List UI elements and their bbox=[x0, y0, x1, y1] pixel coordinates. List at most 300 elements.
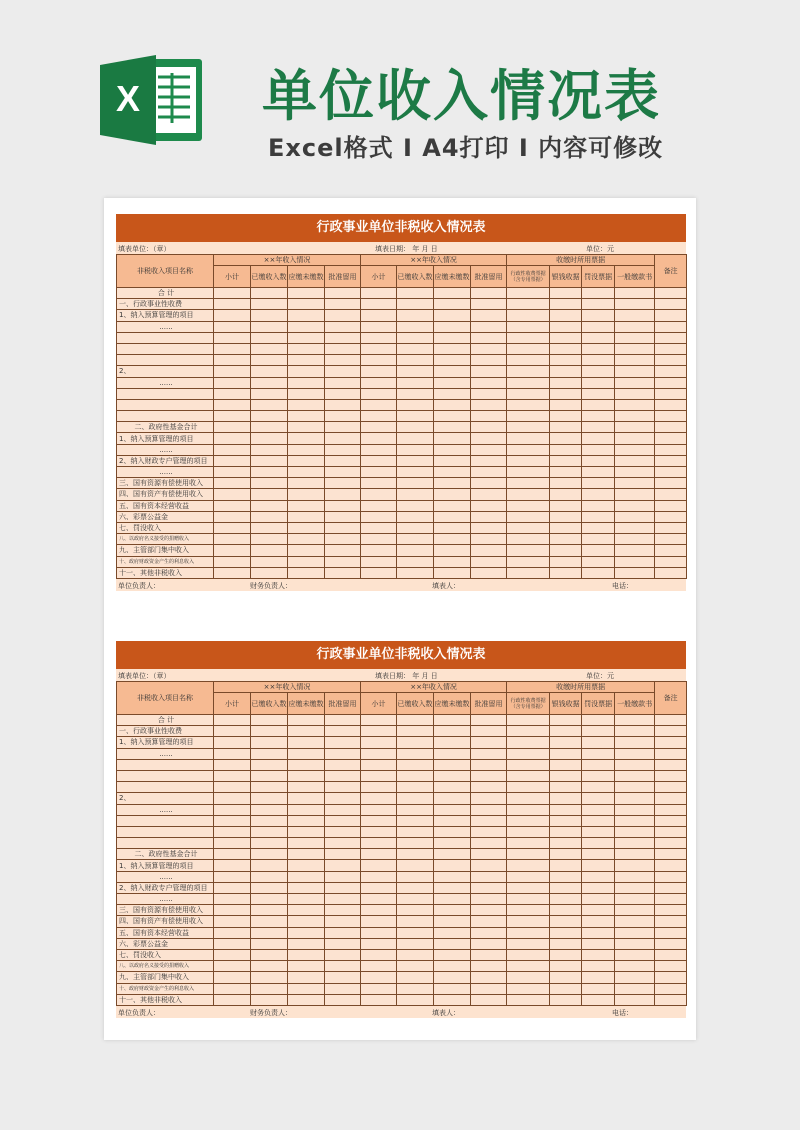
table-cell[interactable] bbox=[251, 972, 288, 983]
table-cell[interactable] bbox=[655, 770, 687, 781]
table-cell[interactable] bbox=[361, 927, 397, 938]
table-cell[interactable] bbox=[434, 882, 471, 893]
table-cell[interactable] bbox=[550, 804, 582, 815]
table-cell[interactable] bbox=[615, 467, 655, 478]
table-cell[interactable] bbox=[471, 804, 507, 815]
table-cell[interactable] bbox=[582, 534, 615, 545]
table-cell[interactable] bbox=[471, 815, 507, 826]
table-cell[interactable] bbox=[507, 938, 550, 949]
table-cell[interactable] bbox=[325, 500, 361, 511]
table-cell[interactable] bbox=[251, 927, 288, 938]
table-cell[interactable] bbox=[507, 782, 550, 793]
table-cell[interactable] bbox=[361, 467, 397, 478]
table-cell[interactable] bbox=[507, 972, 550, 983]
table-cell[interactable] bbox=[397, 782, 434, 793]
table-cell[interactable] bbox=[251, 882, 288, 893]
table-cell[interactable] bbox=[325, 905, 361, 916]
table-cell[interactable] bbox=[507, 838, 550, 849]
table-cell[interactable] bbox=[288, 522, 325, 533]
table-cell[interactable] bbox=[397, 916, 434, 927]
table-cell[interactable] bbox=[397, 838, 434, 849]
table-cell[interactable] bbox=[471, 455, 507, 466]
table-cell[interactable] bbox=[325, 388, 361, 399]
table-cell[interactable] bbox=[214, 500, 251, 511]
table-cell[interactable] bbox=[434, 321, 471, 332]
table-cell[interactable] bbox=[471, 826, 507, 837]
table-cell[interactable] bbox=[615, 815, 655, 826]
table-cell[interactable] bbox=[471, 737, 507, 748]
table-cell[interactable] bbox=[507, 444, 550, 455]
table-cell[interactable] bbox=[434, 748, 471, 759]
table-cell[interactable] bbox=[434, 759, 471, 770]
table-cell[interactable] bbox=[434, 927, 471, 938]
table-cell[interactable] bbox=[251, 500, 288, 511]
table-cell[interactable] bbox=[325, 994, 361, 1005]
table-cell[interactable] bbox=[325, 467, 361, 478]
table-cell[interactable] bbox=[288, 949, 325, 960]
table-cell[interactable] bbox=[397, 826, 434, 837]
table-cell[interactable] bbox=[507, 994, 550, 1005]
table-cell[interactable] bbox=[288, 849, 325, 860]
table-cell[interactable] bbox=[507, 332, 550, 343]
table-cell[interactable] bbox=[288, 433, 325, 444]
table-cell[interactable] bbox=[251, 534, 288, 545]
table-cell[interactable] bbox=[434, 511, 471, 522]
table-cell[interactable] bbox=[361, 882, 397, 893]
table-cell[interactable] bbox=[397, 905, 434, 916]
table-cell[interactable] bbox=[471, 905, 507, 916]
table-cell[interactable] bbox=[655, 871, 687, 882]
table-cell[interactable] bbox=[434, 737, 471, 748]
table-cell[interactable] bbox=[397, 500, 434, 511]
table-cell[interactable] bbox=[582, 938, 615, 949]
table-cell[interactable] bbox=[361, 894, 397, 905]
table-cell[interactable] bbox=[582, 399, 615, 410]
table-cell[interactable] bbox=[361, 522, 397, 533]
table-cell[interactable] bbox=[655, 489, 687, 500]
table-cell[interactable] bbox=[550, 500, 582, 511]
table-cell[interactable] bbox=[361, 972, 397, 983]
table-cell[interactable] bbox=[325, 366, 361, 377]
table-cell[interactable] bbox=[361, 804, 397, 815]
table-cell[interactable] bbox=[214, 715, 251, 726]
table-cell[interactable] bbox=[655, 916, 687, 927]
table-cell[interactable] bbox=[582, 838, 615, 849]
table-cell[interactable] bbox=[471, 949, 507, 960]
table-cell[interactable] bbox=[582, 310, 615, 321]
table-cell[interactable] bbox=[251, 994, 288, 1005]
table-cell[interactable] bbox=[582, 726, 615, 737]
table-cell[interactable] bbox=[655, 938, 687, 949]
table-cell[interactable] bbox=[397, 849, 434, 860]
table-cell[interactable] bbox=[325, 826, 361, 837]
table-cell[interactable] bbox=[361, 511, 397, 522]
table-cell[interactable] bbox=[615, 894, 655, 905]
table-cell[interactable] bbox=[471, 288, 507, 299]
table-cell[interactable] bbox=[214, 961, 251, 972]
table-cell[interactable] bbox=[251, 737, 288, 748]
table-cell[interactable] bbox=[550, 366, 582, 377]
table-cell[interactable] bbox=[550, 288, 582, 299]
table-cell[interactable] bbox=[214, 748, 251, 759]
table-cell[interactable] bbox=[582, 782, 615, 793]
table-cell[interactable] bbox=[361, 478, 397, 489]
table-cell[interactable] bbox=[471, 489, 507, 500]
table-cell[interactable] bbox=[397, 444, 434, 455]
table-cell[interactable] bbox=[361, 433, 397, 444]
table-cell[interactable] bbox=[507, 321, 550, 332]
table-cell[interactable] bbox=[582, 972, 615, 983]
table-cell[interactable] bbox=[434, 545, 471, 556]
table-cell[interactable] bbox=[325, 522, 361, 533]
table-cell[interactable] bbox=[582, 871, 615, 882]
table-cell[interactable] bbox=[507, 770, 550, 781]
table-cell[interactable] bbox=[361, 377, 397, 388]
table-cell[interactable] bbox=[582, 288, 615, 299]
table-cell[interactable] bbox=[325, 534, 361, 545]
table-cell[interactable] bbox=[325, 567, 361, 578]
table-cell[interactable] bbox=[397, 748, 434, 759]
table-cell[interactable] bbox=[615, 377, 655, 388]
table-cell[interactable] bbox=[288, 759, 325, 770]
table-cell[interactable] bbox=[397, 522, 434, 533]
table-cell[interactable] bbox=[361, 994, 397, 1005]
table-cell[interactable] bbox=[251, 770, 288, 781]
table-cell[interactable] bbox=[251, 961, 288, 972]
table-cell[interactable] bbox=[361, 726, 397, 737]
table-cell[interactable] bbox=[615, 949, 655, 960]
table-cell[interactable] bbox=[615, 882, 655, 893]
table-cell[interactable] bbox=[550, 972, 582, 983]
table-cell[interactable] bbox=[251, 321, 288, 332]
table-cell[interactable] bbox=[655, 804, 687, 815]
table-cell[interactable] bbox=[325, 782, 361, 793]
table-cell[interactable] bbox=[615, 545, 655, 556]
table-cell[interactable] bbox=[214, 355, 251, 366]
table-cell[interactable] bbox=[251, 511, 288, 522]
table-cell[interactable] bbox=[251, 849, 288, 860]
table-cell[interactable] bbox=[471, 355, 507, 366]
table-cell[interactable] bbox=[251, 478, 288, 489]
table-cell[interactable] bbox=[507, 522, 550, 533]
table-cell[interactable] bbox=[550, 567, 582, 578]
table-cell[interactable] bbox=[550, 388, 582, 399]
table-cell[interactable] bbox=[288, 770, 325, 781]
table-cell[interactable] bbox=[214, 467, 251, 478]
table-cell[interactable] bbox=[471, 522, 507, 533]
table-cell[interactable] bbox=[550, 838, 582, 849]
table-cell[interactable] bbox=[507, 804, 550, 815]
table-cell[interactable] bbox=[251, 422, 288, 433]
table-cell[interactable] bbox=[615, 983, 655, 994]
table-cell[interactable] bbox=[615, 770, 655, 781]
table-cell[interactable] bbox=[325, 399, 361, 410]
table-cell[interactable] bbox=[397, 343, 434, 354]
table-cell[interactable] bbox=[550, 455, 582, 466]
table-cell[interactable] bbox=[582, 894, 615, 905]
table-cell[interactable] bbox=[397, 422, 434, 433]
table-cell[interactable] bbox=[582, 949, 615, 960]
table-cell[interactable] bbox=[655, 366, 687, 377]
table-cell[interactable] bbox=[582, 377, 615, 388]
table-cell[interactable] bbox=[615, 556, 655, 567]
table-cell[interactable] bbox=[325, 894, 361, 905]
table-cell[interactable] bbox=[397, 927, 434, 938]
table-cell[interactable] bbox=[214, 793, 251, 804]
table-cell[interactable] bbox=[361, 489, 397, 500]
table-cell[interactable] bbox=[507, 849, 550, 860]
table-cell[interactable] bbox=[507, 726, 550, 737]
table-cell[interactable] bbox=[655, 983, 687, 994]
table-cell[interactable] bbox=[655, 422, 687, 433]
table-cell[interactable] bbox=[471, 782, 507, 793]
table-cell[interactable] bbox=[471, 310, 507, 321]
table-cell[interactable] bbox=[582, 815, 615, 826]
table-cell[interactable] bbox=[325, 556, 361, 567]
table-cell[interactable] bbox=[214, 860, 251, 871]
table-cell[interactable] bbox=[397, 759, 434, 770]
table-cell[interactable] bbox=[582, 433, 615, 444]
table-cell[interactable] bbox=[214, 545, 251, 556]
table-cell[interactable] bbox=[397, 332, 434, 343]
table-cell[interactable] bbox=[507, 748, 550, 759]
table-cell[interactable] bbox=[507, 545, 550, 556]
table-cell[interactable] bbox=[397, 467, 434, 478]
table-cell[interactable] bbox=[550, 377, 582, 388]
table-cell[interactable] bbox=[471, 399, 507, 410]
table-cell[interactable] bbox=[655, 715, 687, 726]
table-cell[interactable] bbox=[325, 715, 361, 726]
table-cell[interactable] bbox=[397, 737, 434, 748]
table-cell[interactable] bbox=[397, 961, 434, 972]
table-cell[interactable] bbox=[325, 793, 361, 804]
table-cell[interactable] bbox=[507, 377, 550, 388]
table-cell[interactable] bbox=[288, 478, 325, 489]
table-cell[interactable] bbox=[582, 994, 615, 1005]
table-cell[interactable] bbox=[214, 770, 251, 781]
table-cell[interactable] bbox=[615, 849, 655, 860]
table-cell[interactable] bbox=[288, 815, 325, 826]
table-cell[interactable] bbox=[434, 534, 471, 545]
table-cell[interactable] bbox=[251, 793, 288, 804]
table-cell[interactable] bbox=[397, 972, 434, 983]
table-cell[interactable] bbox=[397, 511, 434, 522]
table-cell[interactable] bbox=[397, 366, 434, 377]
table-cell[interactable] bbox=[288, 882, 325, 893]
table-cell[interactable] bbox=[288, 545, 325, 556]
table-cell[interactable] bbox=[214, 994, 251, 1005]
table-cell[interactable] bbox=[214, 411, 251, 422]
table-cell[interactable] bbox=[397, 489, 434, 500]
table-cell[interactable] bbox=[288, 489, 325, 500]
table-cell[interactable] bbox=[582, 411, 615, 422]
table-cell[interactable] bbox=[507, 534, 550, 545]
table-cell[interactable] bbox=[214, 332, 251, 343]
table-cell[interactable] bbox=[550, 556, 582, 567]
table-cell[interactable] bbox=[325, 478, 361, 489]
table-cell[interactable] bbox=[288, 737, 325, 748]
table-cell[interactable] bbox=[288, 355, 325, 366]
table-cell[interactable] bbox=[550, 961, 582, 972]
table-cell[interactable] bbox=[507, 489, 550, 500]
table-cell[interactable] bbox=[655, 949, 687, 960]
table-cell[interactable] bbox=[615, 522, 655, 533]
table-cell[interactable] bbox=[655, 411, 687, 422]
table-cell[interactable] bbox=[434, 355, 471, 366]
table-cell[interactable] bbox=[655, 399, 687, 410]
table-cell[interactable] bbox=[582, 522, 615, 533]
table-cell[interactable] bbox=[251, 522, 288, 533]
table-cell[interactable] bbox=[325, 545, 361, 556]
table-cell[interactable] bbox=[471, 366, 507, 377]
table-cell[interactable] bbox=[507, 715, 550, 726]
table-cell[interactable] bbox=[550, 715, 582, 726]
table-cell[interactable] bbox=[434, 826, 471, 837]
table-cell[interactable] bbox=[655, 388, 687, 399]
table-cell[interactable] bbox=[361, 793, 397, 804]
table-cell[interactable] bbox=[251, 366, 288, 377]
table-cell[interactable] bbox=[471, 726, 507, 737]
table-cell[interactable] bbox=[615, 715, 655, 726]
table-cell[interactable] bbox=[550, 983, 582, 994]
table-cell[interactable] bbox=[434, 489, 471, 500]
table-cell[interactable] bbox=[582, 882, 615, 893]
table-cell[interactable] bbox=[655, 444, 687, 455]
table-cell[interactable] bbox=[550, 770, 582, 781]
table-cell[interactable] bbox=[615, 489, 655, 500]
table-cell[interactable] bbox=[288, 411, 325, 422]
table-cell[interactable] bbox=[471, 377, 507, 388]
table-cell[interactable] bbox=[288, 567, 325, 578]
table-cell[interactable] bbox=[550, 860, 582, 871]
table-cell[interactable] bbox=[361, 299, 397, 310]
table-cell[interactable] bbox=[582, 299, 615, 310]
table-cell[interactable] bbox=[251, 388, 288, 399]
table-cell[interactable] bbox=[434, 310, 471, 321]
table-cell[interactable] bbox=[361, 399, 397, 410]
table-cell[interactable] bbox=[251, 489, 288, 500]
table-cell[interactable] bbox=[550, 444, 582, 455]
table-cell[interactable] bbox=[471, 961, 507, 972]
table-cell[interactable] bbox=[471, 467, 507, 478]
table-cell[interactable] bbox=[550, 422, 582, 433]
table-cell[interactable] bbox=[325, 511, 361, 522]
table-cell[interactable] bbox=[507, 355, 550, 366]
table-cell[interactable] bbox=[397, 411, 434, 422]
table-cell[interactable] bbox=[251, 715, 288, 726]
table-cell[interactable] bbox=[655, 927, 687, 938]
table-cell[interactable] bbox=[434, 804, 471, 815]
table-cell[interactable] bbox=[582, 545, 615, 556]
table-cell[interactable] bbox=[655, 500, 687, 511]
table-cell[interactable] bbox=[615, 355, 655, 366]
table-cell[interactable] bbox=[434, 399, 471, 410]
table-cell[interactable] bbox=[251, 399, 288, 410]
table-cell[interactable] bbox=[471, 894, 507, 905]
table-cell[interactable] bbox=[214, 849, 251, 860]
table-cell[interactable] bbox=[615, 782, 655, 793]
table-cell[interactable] bbox=[288, 838, 325, 849]
table-cell[interactable] bbox=[655, 748, 687, 759]
table-cell[interactable] bbox=[507, 894, 550, 905]
table-cell[interactable] bbox=[507, 905, 550, 916]
table-cell[interactable] bbox=[251, 815, 288, 826]
table-cell[interactable] bbox=[251, 826, 288, 837]
table-cell[interactable] bbox=[434, 343, 471, 354]
table-cell[interactable] bbox=[582, 455, 615, 466]
table-cell[interactable] bbox=[434, 793, 471, 804]
table-cell[interactable] bbox=[550, 467, 582, 478]
table-cell[interactable] bbox=[361, 556, 397, 567]
table-cell[interactable] bbox=[397, 455, 434, 466]
table-cell[interactable] bbox=[434, 905, 471, 916]
table-cell[interactable] bbox=[325, 972, 361, 983]
table-cell[interactable] bbox=[582, 422, 615, 433]
table-cell[interactable] bbox=[550, 748, 582, 759]
table-cell[interactable] bbox=[288, 927, 325, 938]
table-cell[interactable] bbox=[655, 556, 687, 567]
table-cell[interactable] bbox=[655, 545, 687, 556]
table-cell[interactable] bbox=[288, 748, 325, 759]
table-cell[interactable] bbox=[471, 715, 507, 726]
table-cell[interactable] bbox=[251, 838, 288, 849]
table-cell[interactable] bbox=[434, 726, 471, 737]
table-cell[interactable] bbox=[582, 770, 615, 781]
table-cell[interactable] bbox=[288, 467, 325, 478]
table-cell[interactable] bbox=[214, 983, 251, 994]
table-cell[interactable] bbox=[288, 288, 325, 299]
table-cell[interactable] bbox=[214, 938, 251, 949]
table-cell[interactable] bbox=[582, 467, 615, 478]
table-cell[interactable] bbox=[550, 938, 582, 949]
table-cell[interactable] bbox=[550, 411, 582, 422]
table-cell[interactable] bbox=[655, 534, 687, 545]
table-cell[interactable] bbox=[325, 849, 361, 860]
table-cell[interactable] bbox=[655, 321, 687, 332]
table-cell[interactable] bbox=[434, 500, 471, 511]
table-cell[interactable] bbox=[325, 377, 361, 388]
table-cell[interactable] bbox=[214, 511, 251, 522]
table-cell[interactable] bbox=[615, 838, 655, 849]
table-cell[interactable] bbox=[397, 478, 434, 489]
table-cell[interactable] bbox=[325, 726, 361, 737]
table-cell[interactable] bbox=[214, 815, 251, 826]
table-cell[interactable] bbox=[325, 770, 361, 781]
table-cell[interactable] bbox=[214, 388, 251, 399]
table-cell[interactable] bbox=[471, 882, 507, 893]
table-cell[interactable] bbox=[251, 377, 288, 388]
table-cell[interactable] bbox=[550, 545, 582, 556]
table-cell[interactable] bbox=[550, 949, 582, 960]
table-cell[interactable] bbox=[214, 534, 251, 545]
table-cell[interactable] bbox=[471, 567, 507, 578]
table-cell[interactable] bbox=[397, 556, 434, 567]
table-cell[interactable] bbox=[214, 567, 251, 578]
table-cell[interactable] bbox=[325, 422, 361, 433]
table-cell[interactable] bbox=[550, 737, 582, 748]
table-cell[interactable] bbox=[288, 500, 325, 511]
table-cell[interactable] bbox=[288, 534, 325, 545]
table-cell[interactable] bbox=[397, 534, 434, 545]
table-cell[interactable] bbox=[434, 994, 471, 1005]
table-cell[interactable] bbox=[582, 793, 615, 804]
table-cell[interactable] bbox=[434, 299, 471, 310]
table-cell[interactable] bbox=[361, 905, 397, 916]
table-cell[interactable] bbox=[507, 478, 550, 489]
table-cell[interactable] bbox=[471, 860, 507, 871]
table-cell[interactable] bbox=[361, 332, 397, 343]
table-cell[interactable] bbox=[655, 567, 687, 578]
